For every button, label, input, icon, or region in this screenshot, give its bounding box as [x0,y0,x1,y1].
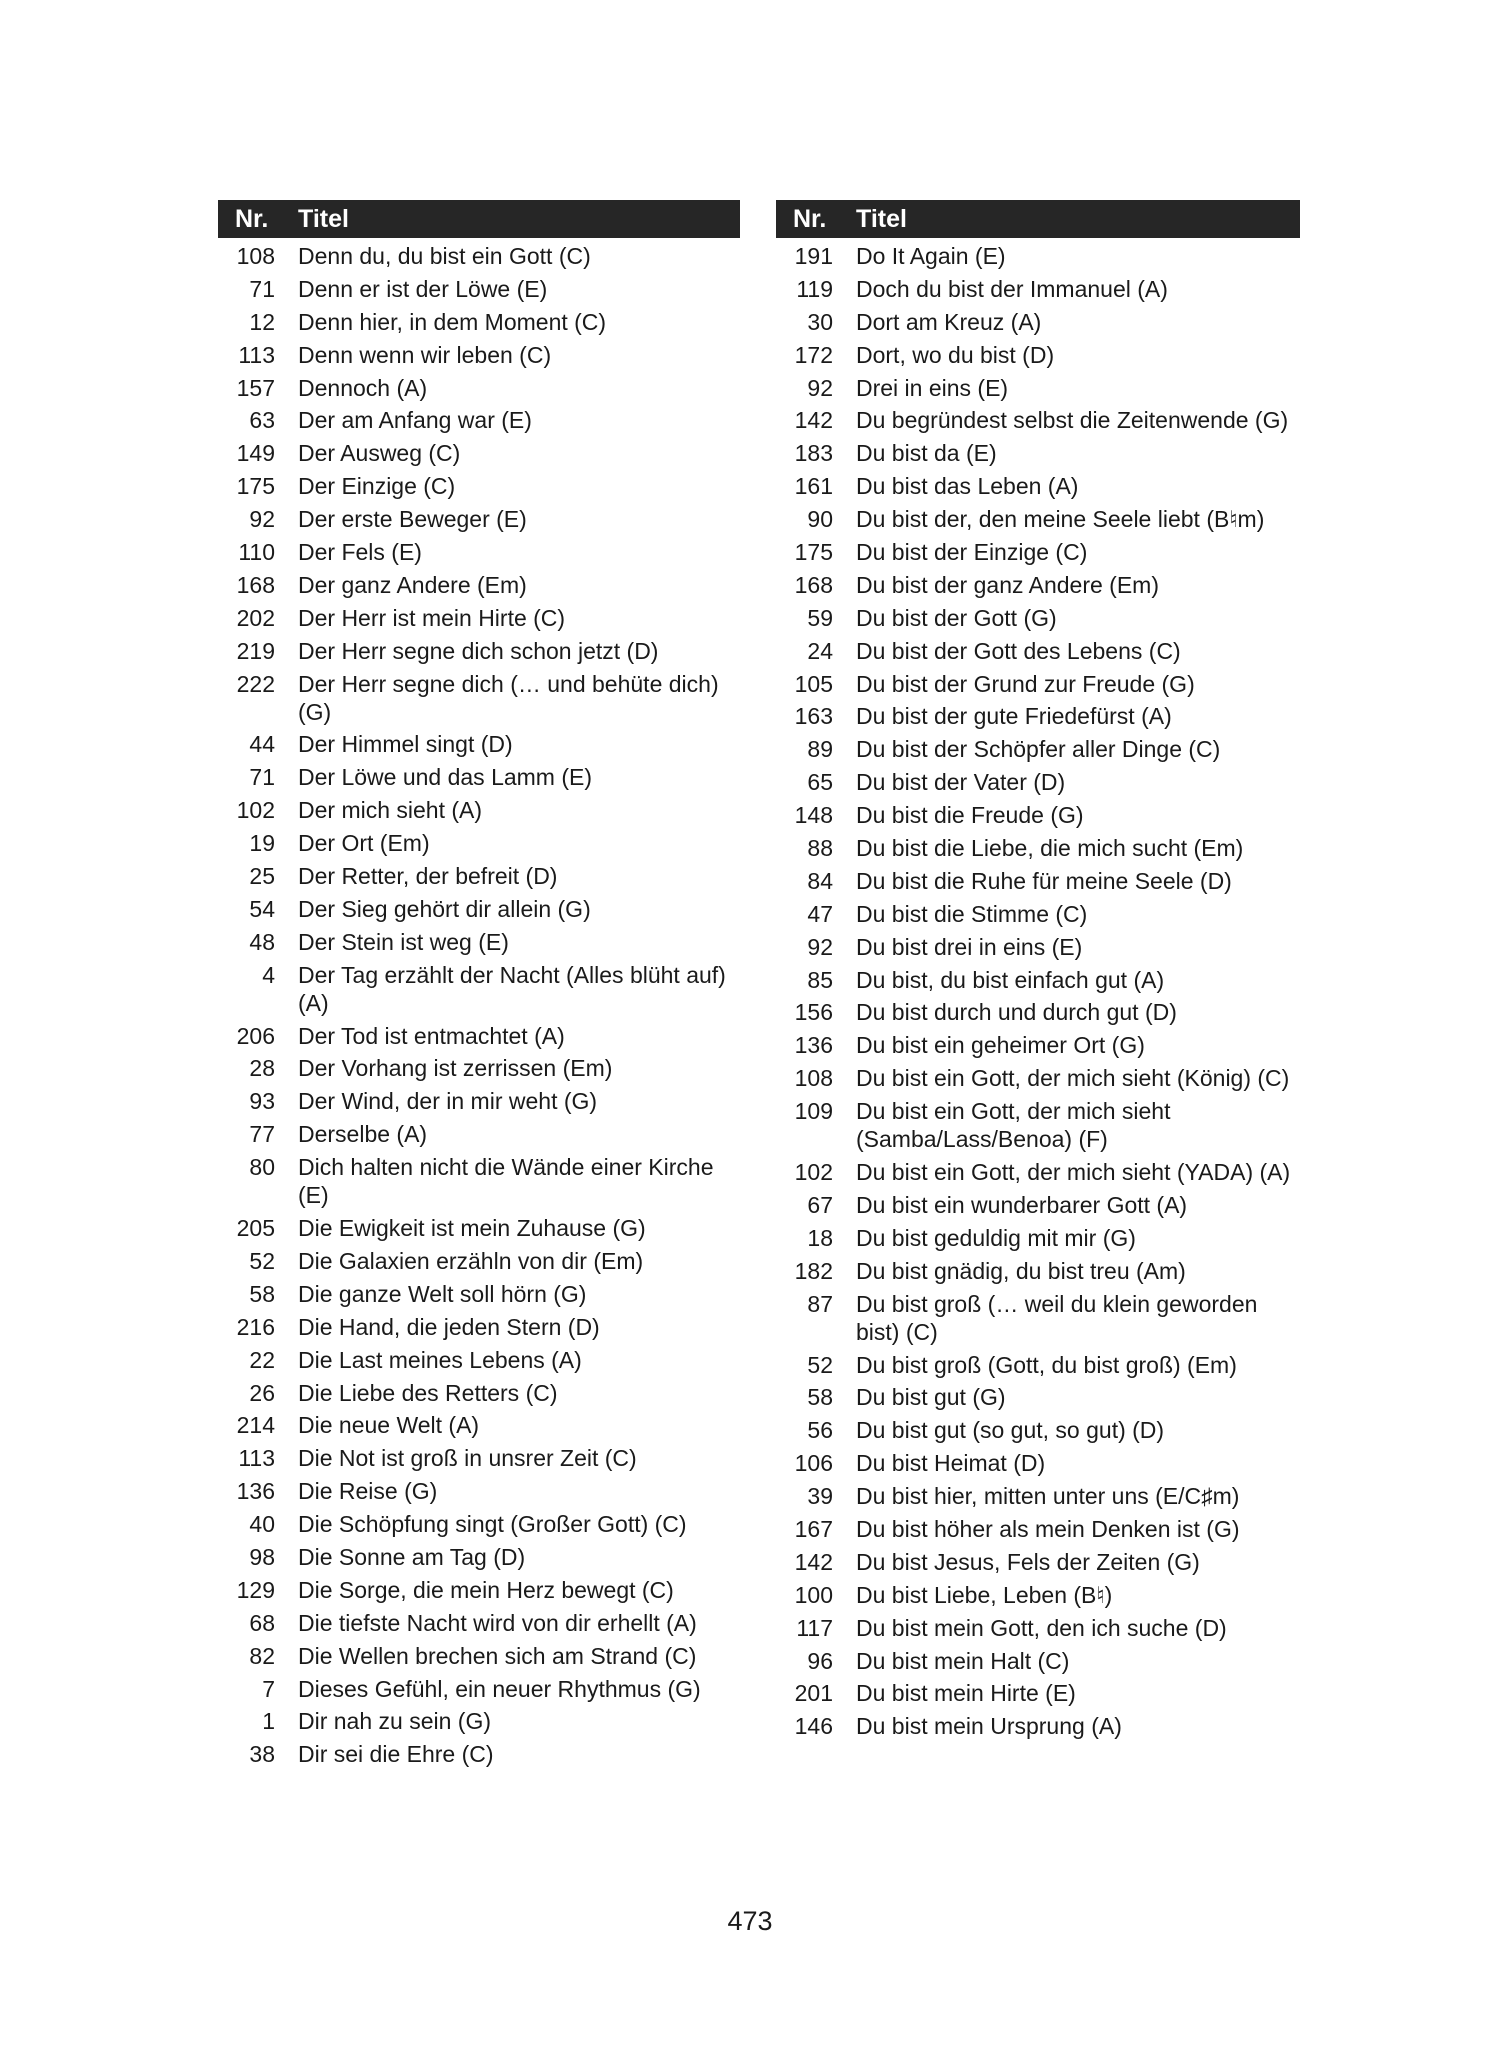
song-number: 105 [794,670,833,697]
index-row [776,768,1300,796]
song-number: 52 [807,1351,833,1378]
index-row [776,1257,1300,1285]
index-row [776,1064,1300,1092]
index-row [776,308,1300,336]
index-row [776,1383,1300,1411]
index-row [218,1411,740,1439]
song-title: Du bist, du bist einfach gut (A) [856,966,1165,993]
index-row [218,604,740,632]
index-row [218,538,740,566]
song-title: Der Herr segne dich schon jetzt (D) [298,637,659,664]
song-title: Du bist gnädig, du bist treu (Am) [856,1257,1186,1284]
song-number: 108 [236,243,275,269]
song-title: Die Ewigkeit ist mein Zuhause (G) [298,1215,646,1242]
song-number: 172 [794,341,833,368]
song-title: Du bist der Grund zur Freude (G) [856,670,1195,697]
song-number: 67 [807,1191,833,1218]
index-row [218,406,740,434]
song-number: 142 [794,1548,833,1575]
header-nr-label: Nr. [235,204,269,233]
index-row [776,1191,1300,1219]
index-row [776,966,1300,994]
song-number: 77 [249,1121,275,1148]
song-title: Du bist mein Hirte (E) [856,1680,1076,1707]
song-number: 54 [249,895,275,922]
index-row [776,1614,1300,1642]
song-number: 92 [249,506,275,533]
index-row [776,900,1300,928]
song-number: 110 [238,539,275,566]
song-title: Die Hand, die jeden Stern (D) [298,1313,600,1340]
song-number: 102 [236,797,275,824]
song-number: 201 [794,1680,833,1707]
song-title: Du bist drei in eins (E) [856,933,1083,960]
song-number: 106 [794,1450,833,1477]
song-title: Du bist Jesus, Fels der Zeiten (G) [856,1548,1200,1575]
index-row [776,1097,1300,1153]
index-row [218,242,740,270]
song-number: 1 [262,1708,275,1735]
song-number: 183 [794,440,833,467]
song-number: 222 [236,670,275,697]
song-number: 92 [807,374,833,401]
index-row [776,1712,1300,1740]
song-title: Denn du, du bist ein Gott (C) [298,243,591,269]
index-row [776,439,1300,467]
song-title: Du bist der ganz Andere (Em) [856,571,1159,598]
song-number: 100 [794,1581,833,1608]
song-number: 156 [794,999,833,1026]
song-number: 191 [794,243,833,269]
index-row [776,538,1300,566]
song-title: Dort am Kreuz (A) [856,308,1042,335]
song-title: Du bist ein Gott, der mich sieht (Samba/Lass/Benoa) (F) [856,1098,1171,1153]
song-title: Die Wellen brechen sich am Strand (C) [298,1642,697,1669]
index-row [776,604,1300,632]
song-title: Du bist höher als mein Denken ist (G) [856,1515,1240,1542]
song-title: Du bist ein Gott, der mich sieht (YADA) (A) [856,1159,1291,1186]
song-title: Dir sei die Ehre (C) [298,1741,494,1768]
song-number: 90 [807,506,833,533]
song-title: Dich halten nicht die Wände einer Kirche (E) [298,1154,714,1209]
index-row [776,867,1300,895]
song-number: 38 [249,1741,275,1768]
song-number: 58 [249,1280,275,1307]
song-number: 82 [249,1642,275,1669]
index-row [218,1576,740,1604]
song-number: 96 [807,1647,833,1674]
song-number: 163 [794,703,833,730]
index-row [218,1675,740,1703]
song-title: Du bist mein Gott, den ich suche (D) [856,1614,1227,1641]
song-title: Dieses Gefühl, ein neuer Rhythmus (G) [298,1675,701,1702]
index-row [218,730,740,758]
song-number: 168 [236,571,275,598]
song-number: 22 [249,1346,275,1373]
song-title: Die Liebe des Retters (C) [298,1379,558,1406]
index-row [218,961,740,1017]
index-row [218,895,740,923]
song-title: Der Ausweg (C) [298,440,461,467]
song-title: Der Retter, der befreit (D) [298,863,558,890]
song-title: Die Schöpfung singt (Großer Gott) (C) [298,1511,687,1538]
index-row [776,571,1300,599]
song-title: Die neue Welt (A) [298,1412,480,1439]
index-row [218,763,740,791]
index-row [776,670,1300,698]
song-number: 117 [796,1614,833,1641]
song-number: 87 [807,1290,833,1317]
song-title: Du bist geduldig mit mir (G) [856,1224,1136,1251]
index-row [218,862,740,890]
index-row [776,735,1300,763]
song-number: 113 [238,1445,275,1472]
song-title: Du bist groß (Gott, du bist groß) (Em) [856,1351,1237,1378]
header-nr-label: Nr. [793,204,827,233]
song-number: 19 [249,830,275,857]
index-row [218,928,740,956]
song-number: 28 [249,1055,275,1082]
index-row [776,341,1300,369]
song-number: 148 [794,802,833,829]
song-title: Der mich sieht (A) [298,797,483,824]
song-title: Die ganze Welt soll hörn (G) [298,1280,587,1307]
index-row [218,1642,740,1670]
song-title: Der am Anfang war (E) [298,407,532,434]
song-title: Derselbe (A) [298,1121,428,1148]
index-row [776,242,1300,270]
song-title: Du bist gut (G) [856,1384,1006,1411]
song-title: Die Galaxien erzähln von dir (Em) [298,1247,644,1274]
song-number: 44 [249,731,275,758]
index-row [218,796,740,824]
song-number: 167 [794,1515,833,1542]
song-title: Denn wenn wir leben (C) [298,341,552,368]
song-number: 214 [236,1412,275,1439]
song-title: Dort, wo du bist (D) [856,341,1055,368]
song-number: 12 [249,308,275,335]
song-number: 109 [794,1098,833,1125]
song-title: Du bist der, den meine Seele liebt (B♮m) [856,506,1265,533]
song-title: Der Himmel singt (D) [298,731,513,758]
song-number: 25 [249,863,275,890]
index-row [776,472,1300,500]
song-number: 113 [238,341,275,368]
song-title: Der Stein ist weg (E) [298,928,509,955]
index-row [218,341,740,369]
song-title: Do It Again (E) [856,243,1006,269]
index-row [776,1351,1300,1379]
song-number: 18 [807,1224,833,1251]
index-row [218,505,740,533]
song-number: 63 [249,407,275,434]
index-column-left [218,200,740,1773]
index-row [218,1379,740,1407]
song-title: Denn er ist der Löwe (E) [298,275,548,302]
header-title-label: Titel [298,204,349,233]
song-title: Die Last meines Lebens (A) [298,1346,582,1373]
index-row [218,829,740,857]
song-title: Du bist der Schöpfer aller Dinge (C) [856,736,1221,763]
song-number: 182 [794,1257,833,1284]
song-title: Du bist der Gott (G) [856,604,1057,631]
index-row [218,1054,740,1082]
song-title: Der Tod ist entmachtet (A) [298,1022,565,1049]
index-row [218,1022,740,1050]
song-title: Der Wind, der in mir weht (G) [298,1088,598,1115]
song-number: 161 [794,473,833,500]
song-title: Drei in eins (E) [856,374,1009,401]
index-row [218,275,740,303]
song-title: Du bist hier, mitten unter uns (E/C♯m) [856,1483,1240,1510]
song-number: 26 [249,1379,275,1406]
song-title: Du bist der gute Friedefürst (A) [856,703,1172,730]
index-row [776,406,1300,434]
index-row [218,374,740,402]
song-title: Du bist ein wunderbarer Gott (A) [856,1191,1188,1218]
song-number: 48 [249,928,275,955]
page-number: 473 [727,1906,773,1936]
song-number: 58 [807,1384,833,1411]
song-title: Du bist der Vater (D) [856,769,1066,796]
index-row [218,1346,740,1374]
song-number: 40 [249,1511,275,1538]
index-row [218,1477,740,1505]
song-number: 93 [249,1088,275,1115]
song-number: 4 [262,961,275,988]
index-column-right [776,200,1300,1745]
song-number: 202 [236,604,275,631]
index-row [776,1224,1300,1252]
song-number: 39 [807,1483,833,1510]
song-number: 119 [796,275,833,302]
song-title: Du begründest selbst die Zeitenwende (G) [856,407,1289,434]
index-row [218,1280,740,1308]
index-row [776,998,1300,1026]
index-row [218,1707,740,1735]
table-header-left [218,200,740,238]
song-title: Du bist Heimat (D) [856,1450,1046,1477]
index-row [776,834,1300,862]
index-row [218,472,740,500]
index-row [776,1031,1300,1059]
song-number: 84 [807,867,833,894]
song-number: 136 [236,1478,275,1505]
song-title: Du bist durch und durch gut (D) [856,999,1177,1026]
song-number: 205 [236,1215,275,1242]
index-row [776,801,1300,829]
table-header-right [776,200,1300,238]
song-number: 219 [236,637,275,664]
song-number: 98 [249,1543,275,1570]
index-row [776,1679,1300,1707]
index-row [776,1416,1300,1444]
song-number: 149 [236,440,275,467]
song-title: Du bist gut (so gut, so gut) (D) [856,1417,1165,1444]
song-title: Der Sieg gehört dir allein (G) [298,895,591,922]
song-title: Der Ort (Em) [298,830,430,857]
song-title: Die Sonne am Tag (D) [298,1543,526,1570]
index-row [218,1153,740,1209]
song-list-left [218,242,740,1768]
index-row [218,1609,740,1637]
song-number: 175 [794,539,833,566]
index-row [218,670,740,726]
song-title: Denn hier, in dem Moment (C) [298,308,607,335]
song-number: 68 [249,1609,275,1636]
song-title: Der Löwe und das Lamm (E) [298,764,593,791]
song-title: Die tiefste Nacht wird von dir erhellt (A) [298,1609,697,1636]
song-number: 206 [236,1022,275,1049]
song-number: 80 [249,1154,275,1181]
song-title: Der Herr segne dich (… und behüte dich) (G) [298,670,719,725]
song-number: 24 [807,637,833,664]
song-number: 56 [807,1417,833,1444]
index-row [218,1444,740,1472]
song-number: 157 [236,374,275,401]
song-number: 102 [794,1159,833,1186]
index-row [218,439,740,467]
song-title: Die Reise (G) [298,1478,438,1505]
song-title: Der Herr ist mein Hirte (C) [298,604,566,631]
song-title: Du bist das Leben (A) [856,473,1079,500]
index-row [776,1548,1300,1576]
index-row [218,1543,740,1571]
song-title: Doch du bist der Immanuel (A) [856,275,1168,302]
song-number: 59 [807,604,833,631]
song-number: 142 [794,407,833,434]
song-title: Die Sorge, die mein Herz bewegt (C) [298,1576,674,1603]
song-title: Du bist groß (… weil du klein geworden bist) (C) [856,1290,1258,1345]
song-title: Du bist da (E) [856,440,997,467]
index-row [776,1290,1300,1346]
song-number: 108 [794,1065,833,1092]
song-title: Der Einzige (C) [298,473,456,500]
index-row [218,1120,740,1148]
song-number: 136 [794,1032,833,1059]
index-row [218,1510,740,1538]
song-title: Du bist der Einzige (C) [856,539,1088,566]
index-row [218,1087,740,1115]
song-title: Du bist die Stimme (C) [856,900,1088,927]
song-number: 85 [807,966,833,993]
index-row [776,505,1300,533]
song-number: 89 [807,736,833,763]
song-list-right [776,242,1300,1740]
song-number: 175 [236,473,275,500]
song-title: Der Vorhang ist zerrissen (Em) [298,1055,613,1082]
song-title: Der Tag erzählt der Nacht (Alles blüht auf) (A) [298,961,726,1016]
index-row [776,933,1300,961]
index-row [218,637,740,665]
song-number: 7 [262,1675,275,1702]
index-row [776,275,1300,303]
song-title: Du bist Liebe, Leben (B♮) [856,1581,1113,1608]
index-row [218,571,740,599]
index-row [776,1482,1300,1510]
song-title: Du bist die Ruhe für meine Seele (D) [856,867,1232,894]
index-row [776,1515,1300,1543]
song-title: Du bist die Freude (G) [856,802,1084,829]
song-number: 168 [794,571,833,598]
song-title: Der erste Beweger (E) [298,506,527,533]
song-number: 71 [249,275,275,302]
song-number: 47 [807,900,833,927]
index-row [218,1313,740,1341]
index-row [218,308,740,336]
song-number: 30 [807,308,833,335]
header-title-label: Titel [856,204,907,233]
index-row [776,702,1300,730]
song-number: 146 [794,1713,833,1740]
index-row [776,1581,1300,1609]
song-title: Du bist der Gott des Lebens (C) [856,637,1181,664]
index-row [218,1214,740,1242]
index-row [218,1740,740,1768]
index-row [776,374,1300,402]
song-title: Du bist die Liebe, die mich sucht (Em) [856,835,1244,862]
song-number: 52 [249,1247,275,1274]
index-row [776,1647,1300,1675]
song-title: Dir nah zu sein (G) [298,1708,492,1735]
song-title: Du bist ein geheimer Ort (G) [856,1032,1145,1059]
index-row [218,1247,740,1275]
song-number: 65 [807,769,833,796]
index-row [776,637,1300,665]
song-title: Die Not ist groß in unsrer Zeit (C) [298,1445,637,1472]
song-number: 92 [807,933,833,960]
song-number: 71 [249,764,275,791]
song-number: 216 [236,1313,275,1340]
song-title: Du bist ein Gott, der mich sieht (König) (C) [856,1065,1290,1092]
song-title: Dennoch (A) [298,374,428,401]
index-row [776,1158,1300,1186]
song-number: 88 [807,835,833,862]
song-number: 129 [236,1576,275,1603]
index-row [776,1449,1300,1477]
song-title: Der ganz Andere (Em) [298,571,527,598]
song-title: Du bist mein Ursprung (A) [856,1713,1122,1740]
song-title: Der Fels (E) [298,539,422,566]
song-title: Du bist mein Halt (C) [856,1647,1070,1674]
